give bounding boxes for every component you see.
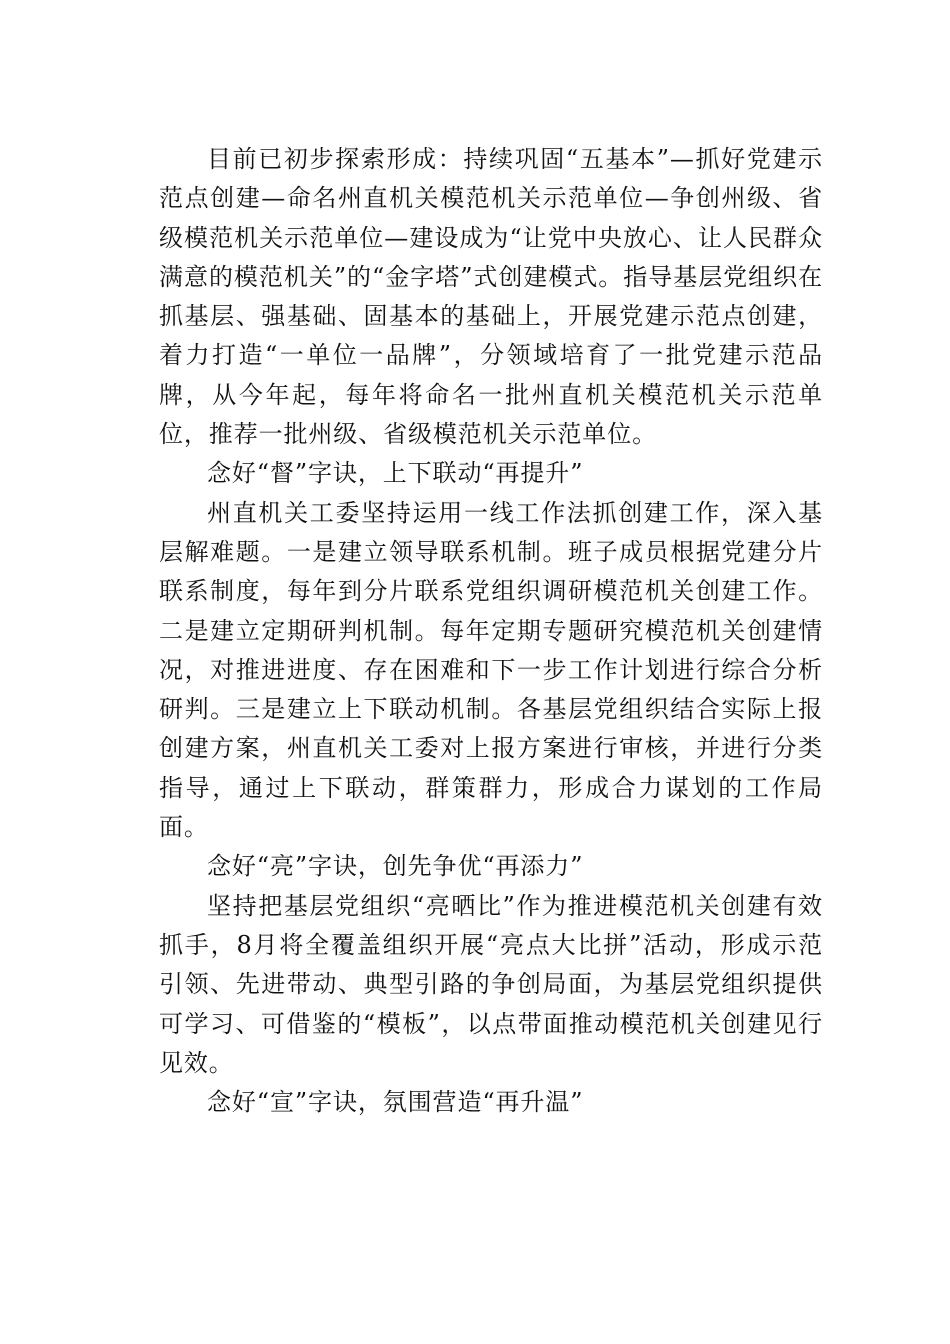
section-heading-supervise: 念好“督”字诀，上下联动“再提升”: [207, 459, 584, 488]
paragraph-golden-pyramid-model: 目前已初步探索形成：持续巩固“五基本”—抓好党建示范点创建—命名州直机关模范机关示范单位—争创州级、省级模范机关示范单位—建设成为“让党中央放心、让人民群众满意的模范机关”的“金字塔”式创建模式。指导基层党组织在抓基层、强基础、固基本的基础上，开展党建示范点创建，着力打造“一单位一品牌”，分领域培育了一批党建示范品牌，从今年起，每年将命名一批州直机关模范机关示范单位，推荐一批州级、省级模范机关示范单位。: [159, 145, 823, 449]
paragraph-showcase: 坚持把基层党组织“亮晒比”作为推进模范机关创建有效抓手，8月将全覆盖组织开展“亮点大比拼”活动，形成示范引领、先进带动、典型引路的争创局面，为基层党组织提供可学习、可借鉴的“模板”，以点带面推动模范机关创建见行见效。: [159, 891, 823, 1077]
section-heading-publicity: 念好“宣”字诀，氛围营造“再升温”: [207, 1088, 584, 1117]
document-body: [159, 140, 823, 1122]
section-heading-showcase: 念好“亮”字诀，创先争优“再添力”: [207, 852, 584, 881]
paragraph-supervise: 州直机关工委坚持运用一线工作法抓创建工作，深入基层解难题。一是建立领导联系机制。班子成员根据党建分片联系制度，每年到分片联系党组织调研模范机关创建工作。二是建立定期研判机制。每年定期专题研究模范机关创建情况，对推进进度、存在困难和下一步工作计划进行综合分析研判。三是建立上下联动机制。各基层党组织结合实际上报创建方案，州直机关工委对上报方案进行审核，并进行分类指导，通过上下联动，群策群力，形成合力谋划的工作局面。: [159, 498, 823, 842]
